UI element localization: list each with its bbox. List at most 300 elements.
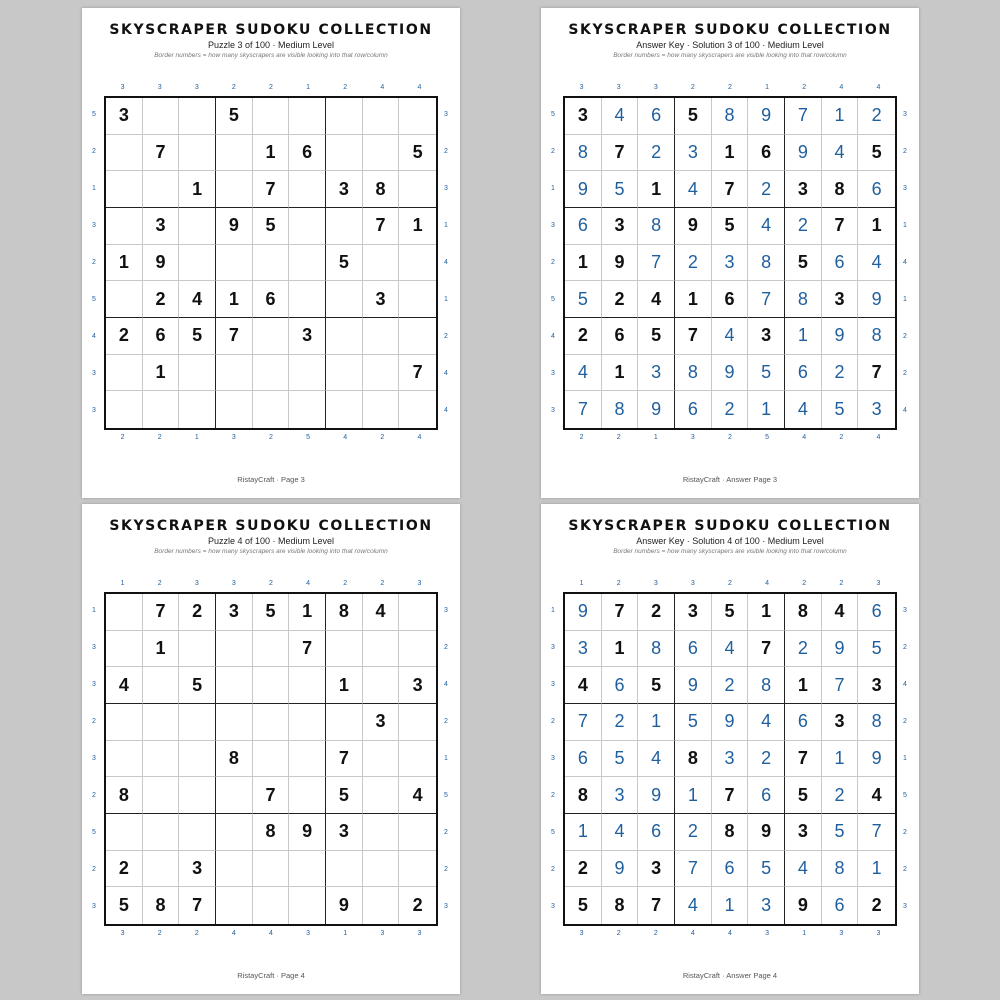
given-cell: 3 xyxy=(216,594,253,631)
empty-cell xyxy=(143,777,180,814)
solution-cell: 9 xyxy=(675,667,712,704)
solution-cell: 9 xyxy=(822,318,859,355)
clue-left: 3 xyxy=(92,903,96,911)
empty-cell xyxy=(253,851,290,888)
solution-cell: 8 xyxy=(565,135,602,172)
given-cell: 5 xyxy=(253,594,290,631)
clue-bottom: 3 xyxy=(231,434,236,441)
solution-cell: 8 xyxy=(712,98,749,135)
empty-cell xyxy=(179,245,216,282)
solution-cell: 6 xyxy=(565,741,602,778)
page-subtitle: Puzzle 4 of 100 · Medium Level xyxy=(207,536,335,546)
given-cell: 4 xyxy=(363,594,400,631)
given-cell: 8 xyxy=(565,777,602,814)
empty-cell xyxy=(143,814,180,851)
clue-right: 5 xyxy=(444,792,448,800)
empty-cell xyxy=(106,594,143,631)
empty-cell xyxy=(106,814,143,851)
given-cell: 4 xyxy=(399,777,436,814)
empty-cell xyxy=(289,887,326,924)
given-cell: 1 xyxy=(712,135,749,172)
empty-cell xyxy=(106,171,143,208)
given-cell: 1 xyxy=(289,594,326,631)
solution-cell: 4 xyxy=(675,171,712,208)
empty-cell xyxy=(326,135,363,172)
clue-left: 4 xyxy=(551,333,555,341)
given-cell: 8 xyxy=(822,171,859,208)
page-title: SKYSCRAPER SUDOKU COLLECTION xyxy=(568,518,892,534)
clue-bottom: 2 xyxy=(653,930,658,937)
solution-cell: 7 xyxy=(858,814,895,851)
empty-cell xyxy=(179,741,216,778)
given-cell: 5 xyxy=(565,887,602,924)
solution-cell: 6 xyxy=(822,887,859,924)
empty-cell xyxy=(289,391,326,428)
solution-cell: 2 xyxy=(675,245,712,282)
clue-top: 2 xyxy=(231,84,236,91)
clue-left: 1 xyxy=(92,606,96,614)
given-cell: 7 xyxy=(822,208,859,245)
clue-right: 2 xyxy=(903,866,907,874)
solution-cell: 9 xyxy=(638,777,675,814)
empty-cell xyxy=(179,704,216,741)
solution-cell: 5 xyxy=(858,631,895,668)
given-cell: 5 xyxy=(179,667,216,704)
given-cell: 1 xyxy=(253,135,290,172)
clue-bottom: 2 xyxy=(839,434,844,441)
clue-left: 5 xyxy=(551,296,555,304)
empty-cell xyxy=(216,704,253,741)
empty-cell xyxy=(363,851,400,888)
given-cell: 9 xyxy=(748,814,785,851)
solution-cell: 7 xyxy=(565,391,602,428)
solution-cell: 6 xyxy=(602,667,639,704)
clue-top: 1 xyxy=(120,580,125,587)
empty-cell xyxy=(399,631,436,668)
clue-top: 2 xyxy=(269,84,273,91)
given-cell: 3 xyxy=(143,208,180,245)
solution-cell: 3 xyxy=(748,887,785,924)
given-cell: 7 xyxy=(253,171,290,208)
solution-cell: 4 xyxy=(602,98,639,135)
empty-cell xyxy=(143,171,180,208)
clue-right: 1 xyxy=(903,755,907,762)
empty-cell xyxy=(179,208,216,245)
clue-left: 1 xyxy=(551,184,555,192)
clue-bottom: 4 xyxy=(269,930,273,937)
given-cell: 5 xyxy=(326,777,363,814)
solution-cell: 9 xyxy=(822,631,859,668)
sudoku-grid xyxy=(563,592,897,926)
solution-cell: 7 xyxy=(638,245,675,282)
empty-cell xyxy=(363,355,400,392)
given-cell: 2 xyxy=(565,318,602,355)
given-cell: 6 xyxy=(748,135,785,172)
clue-right: 4 xyxy=(903,407,907,415)
empty-cell xyxy=(216,391,253,428)
solution-cell: 4 xyxy=(785,391,822,428)
given-cell: 7 xyxy=(858,355,895,392)
solution-cell: 3 xyxy=(871,399,882,420)
clue-right: 2 xyxy=(444,717,448,725)
given-cell: 9 xyxy=(326,887,363,924)
solution-cell: 9 xyxy=(565,171,602,208)
solution-cell: 8 xyxy=(675,355,712,392)
page-title: SKYSCRAPER SUDOKU COLLECTION xyxy=(109,518,433,534)
empty-cell xyxy=(363,667,400,704)
solution-cell: 8 xyxy=(748,245,785,282)
sudoku-grid xyxy=(563,96,897,430)
empty-cell xyxy=(289,704,326,741)
empty-cell xyxy=(289,851,326,888)
solution-cell: 4 xyxy=(712,631,749,668)
solution-cell: 1 xyxy=(858,851,895,888)
clue-right: 2 xyxy=(903,829,907,837)
clue-left: 3 xyxy=(92,221,96,229)
solution-cell: 5 xyxy=(565,281,602,318)
solution-cell: 5 xyxy=(675,704,712,741)
empty-cell xyxy=(253,318,290,355)
empty-cell xyxy=(253,704,290,741)
empty-cell xyxy=(399,171,436,208)
clue-bottom: 3 xyxy=(765,930,770,937)
given-cell: 8 xyxy=(143,887,180,924)
page-footer: RistayCraft · Page 4 xyxy=(237,971,305,980)
clue-left: 2 xyxy=(92,717,96,725)
empty-cell xyxy=(363,814,400,851)
empty-cell xyxy=(253,741,290,778)
given-cell: 4 xyxy=(106,667,143,704)
page-subtitle: Answer Key · Solution 4 of 100 · Medium Level xyxy=(636,536,824,546)
empty-cell xyxy=(363,98,400,135)
solution-cell: 4 xyxy=(748,704,785,741)
solution-cell: 1 xyxy=(638,704,675,741)
given-cell: 5 xyxy=(106,887,143,924)
given-cell: 8 xyxy=(785,594,822,631)
given-cell: 7 xyxy=(179,887,216,924)
clue-right: 4 xyxy=(444,259,448,266)
clue-bottom: 2 xyxy=(380,434,385,441)
empty-cell xyxy=(179,391,216,428)
solution-cell: 3 xyxy=(638,355,675,392)
solution-cell: 8 xyxy=(785,281,822,318)
clue-bottom: 1 xyxy=(343,930,348,937)
empty-cell xyxy=(326,98,363,135)
clue-left: 1 xyxy=(92,184,96,192)
given-cell: 5 xyxy=(785,777,822,814)
clue-right: 5 xyxy=(903,792,907,800)
given-cell: 1 xyxy=(602,631,639,668)
empty-cell xyxy=(399,704,436,741)
empty-cell xyxy=(399,741,436,778)
empty-cell xyxy=(399,391,436,428)
clue-bottom: 1 xyxy=(194,434,199,441)
solution-cell: 4 xyxy=(822,135,859,172)
clue-top: 2 xyxy=(728,580,732,587)
clue-bottom: 3 xyxy=(579,930,584,937)
clue-right: 2 xyxy=(903,643,907,651)
clue-left: 4 xyxy=(92,333,96,341)
clue-top: 2 xyxy=(343,580,348,587)
empty-cell xyxy=(363,631,400,668)
solution-cell: 2 xyxy=(675,814,712,851)
empty-cell xyxy=(289,208,326,245)
given-cell: 1 xyxy=(143,631,180,668)
empty-cell xyxy=(363,887,400,924)
empty-cell xyxy=(326,391,363,428)
given-cell: 8 xyxy=(326,594,363,631)
clue-top: 3 xyxy=(417,580,422,587)
solution-cell: 1 xyxy=(748,391,785,428)
page-puzzle-4 xyxy=(82,504,460,994)
border-note: Border numbers = how many skyscrapers are visible looking into that row/column xyxy=(154,548,388,555)
given-cell: 8 xyxy=(602,887,639,924)
solution-cell: 4 xyxy=(565,355,602,392)
given-cell: 8 xyxy=(712,814,749,851)
given-cell: 2 xyxy=(106,851,143,888)
clue-left: 3 xyxy=(551,903,555,911)
given-cell: 1 xyxy=(858,208,895,245)
empty-cell xyxy=(289,171,326,208)
clue-bottom: 3 xyxy=(120,930,125,937)
solution-cell: 4 xyxy=(712,318,749,355)
empty-cell xyxy=(216,851,253,888)
given-cell: 8 xyxy=(253,814,290,851)
clue-right: 3 xyxy=(903,606,907,614)
solution-cell: 8 xyxy=(858,318,895,355)
given-cell: 5 xyxy=(326,245,363,282)
clue-top: 2 xyxy=(802,84,807,91)
given-cell: 7 xyxy=(602,135,639,172)
clue-left: 3 xyxy=(551,755,555,762)
empty-cell xyxy=(363,318,400,355)
border-note: Border numbers = how many skyscrapers are visible looking into that row/column xyxy=(613,548,847,555)
solution-cell: 8 xyxy=(858,704,895,741)
clue-left: 2 xyxy=(551,717,555,725)
clue-right: 3 xyxy=(903,110,907,118)
clue-bottom: 2 xyxy=(616,434,621,441)
solution-cell: 6 xyxy=(785,704,822,741)
empty-cell xyxy=(326,281,363,318)
clue-top: 4 xyxy=(380,84,385,91)
given-cell: 9 xyxy=(289,814,326,851)
clue-right: 2 xyxy=(444,643,448,651)
solution-cell: 9 xyxy=(712,704,749,741)
clue-left: 3 xyxy=(92,680,96,688)
given-cell: 2 xyxy=(179,594,216,631)
clue-right: 3 xyxy=(444,184,448,192)
given-cell: 9 xyxy=(785,887,822,924)
clue-left: 5 xyxy=(92,829,96,837)
given-cell: 7 xyxy=(712,777,749,814)
clue-bottom: 5 xyxy=(306,434,311,441)
clue-left: 3 xyxy=(92,370,96,378)
border-note: Border numbers = how many skyscrapers are visible looking into that row/column xyxy=(154,52,388,59)
given-cell: 3 xyxy=(858,667,895,704)
given-cell: 5 xyxy=(785,245,822,282)
clue-left: 2 xyxy=(551,259,555,266)
given-cell: 6 xyxy=(712,281,749,318)
empty-cell xyxy=(399,245,436,282)
given-cell: 3 xyxy=(363,704,400,741)
clue-right: 2 xyxy=(903,370,907,378)
clue-top: 3 xyxy=(579,84,584,91)
given-cell: 4 xyxy=(638,281,675,318)
empty-cell xyxy=(179,777,216,814)
solution-cell: 2 xyxy=(858,98,895,135)
given-cell: 1 xyxy=(565,245,602,282)
clue-left: 1 xyxy=(551,606,555,614)
clue-top: 2 xyxy=(157,580,162,587)
given-cell: 1 xyxy=(143,355,180,392)
solution-cell: 1 xyxy=(565,814,602,851)
given-cell: 3 xyxy=(675,594,712,631)
clue-right: 1 xyxy=(444,296,448,304)
empty-cell xyxy=(363,245,400,282)
solution-cell: 5 xyxy=(748,851,785,888)
clue-right: 3 xyxy=(903,184,907,192)
page-answer-4 xyxy=(541,504,919,994)
solution-cell: 7 xyxy=(748,281,785,318)
clue-bottom: 4 xyxy=(417,434,422,441)
clue-bottom: 4 xyxy=(690,930,695,937)
clue-bottom: 2 xyxy=(120,434,125,441)
given-cell: 6 xyxy=(143,318,180,355)
solution-cell: 7 xyxy=(675,851,712,888)
solution-cell: 2 xyxy=(712,391,749,428)
solution-cell: 4 xyxy=(602,814,639,851)
solution-cell: 2 xyxy=(785,631,822,668)
clue-bottom: 2 xyxy=(728,434,732,441)
given-cell: 8 xyxy=(106,777,143,814)
clue-right: 2 xyxy=(444,829,448,837)
given-cell: 8 xyxy=(363,171,400,208)
given-cell: 6 xyxy=(602,318,639,355)
given-cell: 1 xyxy=(675,281,712,318)
solution-cell: 2 xyxy=(822,777,859,814)
solution-cell: 6 xyxy=(822,245,859,282)
solution-cell: 5 xyxy=(822,814,859,851)
given-cell: 3 xyxy=(748,318,785,355)
empty-cell xyxy=(399,851,436,888)
clue-bottom: 1 xyxy=(653,434,658,441)
given-cell: 1 xyxy=(179,171,216,208)
clue-right: 2 xyxy=(444,866,448,874)
solution-cell: 9 xyxy=(638,391,675,428)
solution-cell: 1 xyxy=(675,777,712,814)
given-cell: 1 xyxy=(399,208,436,245)
clue-top: 1 xyxy=(306,84,311,91)
given-cell: 2 xyxy=(602,281,639,318)
solution-cell: 2 xyxy=(712,667,749,704)
clue-bottom: 4 xyxy=(876,434,881,441)
clue-right: 2 xyxy=(903,147,907,155)
clue-left: 2 xyxy=(551,866,555,874)
solution-cell: 3 xyxy=(675,135,712,172)
solution-cell: 2 xyxy=(602,704,639,741)
given-cell: 2 xyxy=(871,895,882,916)
clue-top: 2 xyxy=(616,580,621,587)
given-cell: 3 xyxy=(326,814,363,851)
puzzle-board xyxy=(92,580,448,937)
empty-cell xyxy=(106,741,143,778)
solution-cell: 1 xyxy=(822,741,859,778)
given-cell: 5 xyxy=(638,667,675,704)
clue-left: 5 xyxy=(92,296,96,304)
empty-cell xyxy=(289,667,326,704)
clue-bottom: 3 xyxy=(876,930,881,937)
empty-cell xyxy=(363,391,400,428)
given-cell: 2 xyxy=(638,594,675,631)
clue-top: 4 xyxy=(876,84,881,91)
solution-cell: 2 xyxy=(638,135,675,172)
solution-cell: 1 xyxy=(822,98,859,135)
clue-top: 3 xyxy=(653,84,658,91)
clue-top: 2 xyxy=(343,84,348,91)
given-cell: 3 xyxy=(785,171,822,208)
clue-bottom: 2 xyxy=(269,434,273,441)
solution-cell: 8 xyxy=(602,391,639,428)
solution-cell: 6 xyxy=(565,208,602,245)
empty-cell xyxy=(326,355,363,392)
empty-cell xyxy=(106,704,143,741)
solution-cell: 6 xyxy=(712,851,749,888)
empty-cell xyxy=(179,135,216,172)
given-cell: 9 xyxy=(602,245,639,282)
empty-cell xyxy=(363,741,400,778)
empty-cell xyxy=(216,135,253,172)
given-cell: 3 xyxy=(822,281,859,318)
given-cell: 5 xyxy=(858,135,895,172)
empty-cell xyxy=(179,355,216,392)
empty-cell xyxy=(289,245,326,282)
empty-cell xyxy=(326,851,363,888)
empty-cell xyxy=(106,631,143,668)
clue-top: 2 xyxy=(839,580,844,587)
empty-cell xyxy=(216,355,253,392)
solution-cell: 9 xyxy=(602,851,639,888)
solution-cell: 7 xyxy=(822,667,859,704)
empty-cell xyxy=(326,704,363,741)
given-cell: 3 xyxy=(289,318,326,355)
sudoku-grid xyxy=(104,592,438,926)
given-cell: 6 xyxy=(253,281,290,318)
clue-top: 2 xyxy=(802,580,807,587)
clue-left: 5 xyxy=(551,829,555,837)
given-cell: 9 xyxy=(143,245,180,282)
page-footer: RistayCraft · Answer Page 3 xyxy=(682,475,778,484)
empty-cell xyxy=(216,814,253,851)
given-cell: 7 xyxy=(399,355,436,392)
clue-left: 2 xyxy=(92,866,96,874)
empty-cell xyxy=(289,741,326,778)
empty-cell xyxy=(253,631,290,668)
empty-cell xyxy=(363,135,400,172)
page-footer: RistayCraft · Answer Page 4 xyxy=(682,971,778,980)
page-puzzle-3 xyxy=(82,8,460,498)
empty-cell xyxy=(253,98,290,135)
empty-cell xyxy=(289,98,326,135)
given-cell: 3 xyxy=(565,98,602,135)
clue-bottom: 4 xyxy=(802,434,807,441)
clue-bottom: 4 xyxy=(728,930,732,937)
given-cell: 7 xyxy=(253,777,290,814)
clue-left: 2 xyxy=(92,147,96,155)
given-cell: 6 xyxy=(289,135,326,172)
clue-left: 5 xyxy=(92,110,96,118)
clue-left: 2 xyxy=(551,147,555,155)
given-cell: 7 xyxy=(748,631,785,668)
